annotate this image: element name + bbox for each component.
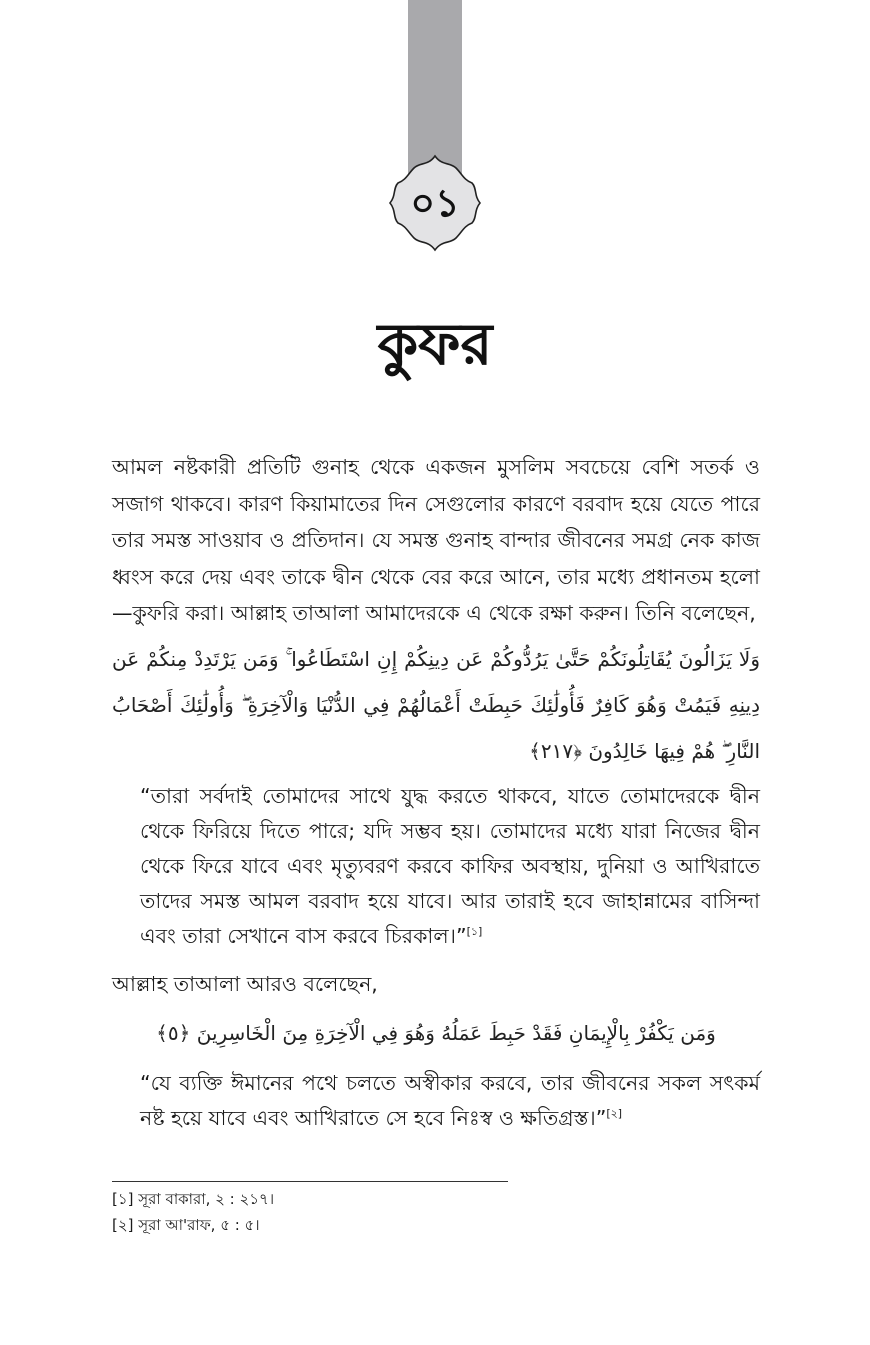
footnote-ref-1[interactable]: [১] — [466, 925, 483, 939]
chapter-number-badge — [384, 152, 486, 254]
intro-paragraph: আমল নষ্টকারী প্রতিটি গুনাহ থেকে একজন মুসলিম সবচেয়ে বেশি সতর্ক ও সজাগ থাকবে। কারণ কিয়ামাতের দিন সেগুলোর কারণে বরবাদ হয়ে যেতে পারে তার সমস্ত সাওয়াব ও প্রতিদান। যে সমস্ত গুনাহ বান্দার জীবনের সমগ্র নেক কাজ ধ্বংস করে দেয় এবং তাকে দ্বীন থেকে বের করে আনে, তার মধ্যে প্রধানতম হলো—কুফরি করা। আল্লাহ তাআলা আমাদেরকে এ থেকে রক্ষা করুন। তিনি বলেছেন, — [112, 455, 760, 625]
verse-1-translation-text: “তারা সর্বদাই তোমাদের সাথে যুদ্ধ করতে থাকবে, যাতে তোমাদেরকে দ্বীন থেকে ফিরিয়ে দিতে পারে; যদি সম্ভব হয়। তোমাদের মধ্যে যারা নিজের দ্বীন থেকে ফিরে যাবে এবং মৃত্যুবরণ করবে কাফির অবস্থায়, দুনিয়া ও আখিরাতে তাদের সমস্ত আমল বরবাদ হয়ে যাবে। আর তারাই হবে জাহান্নামের বাসিন্দা এবং তারা সেখানে বাস করবে চিরকাল।” — [140, 784, 760, 948]
chapter-number: ০১ — [410, 181, 460, 225]
footnote-divider — [112, 1181, 508, 1182]
verse-2-translation — [140, 1066, 760, 1136]
chapter-title: কুফর — [377, 310, 493, 378]
footnote-1: [১] সূরা বাকারা, ২ : ২১৭। — [112, 1190, 275, 1208]
quran-verse-2-arabic: وَمَن يَكْفُرْ بِالْإِيمَانِ فَقَدْ حَبِطَ عَمَلُهُ وَهُوَ فِي الْآخِرَةِ مِنَ الْخَاسِرِينَ ﴿٥﴾ — [156, 1021, 716, 1045]
second-verse-lead: আল্লাহ তাআলা আরও বলেছেন, — [112, 972, 378, 996]
verse-1-translation — [140, 779, 760, 954]
quran-verse-1-arabic: وَلَا يَزَالُونَ يُقَاتِلُونَكُمْ حَتَّىٰ يَرُدُّوكُمْ عَن دِينِكُمْ إِنِ اسْتَطَاعُوا ۚ وَمَن يَرْتَدِدْ مِنكُمْ عَن دِينِهِ فَيَمُتْ وَهُوَ كَافِرٌ فَأُولَٰئِكَ حَبِطَتْ أَعْمَالُهُمْ فِي الدُّنْيَا وَالْآخِرَةِ ۖ وَأُولَٰئِكَ أَصْحَابُ النَّارِ ۖ هُمْ فِيهَا خَالِدُونَ ﴿٢١٧﴾ — [112, 647, 760, 763]
footnote-ref-2[interactable]: [২] — [606, 1107, 623, 1121]
verse-2-translation-text: “যে ব্যক্তি ঈমানের পথে চলতে অস্বীকার করবে, তার জীবনের সকল সৎকর্ম নষ্ট হয়ে যাবে এবং আখিরাতে সে হবে নিঃস্ব ও ক্ষতিগ্রস্ত।” — [140, 1071, 760, 1130]
footnote-2: [২] সূরা আ'রাফ, ৫ : ৫। — [112, 1216, 260, 1234]
